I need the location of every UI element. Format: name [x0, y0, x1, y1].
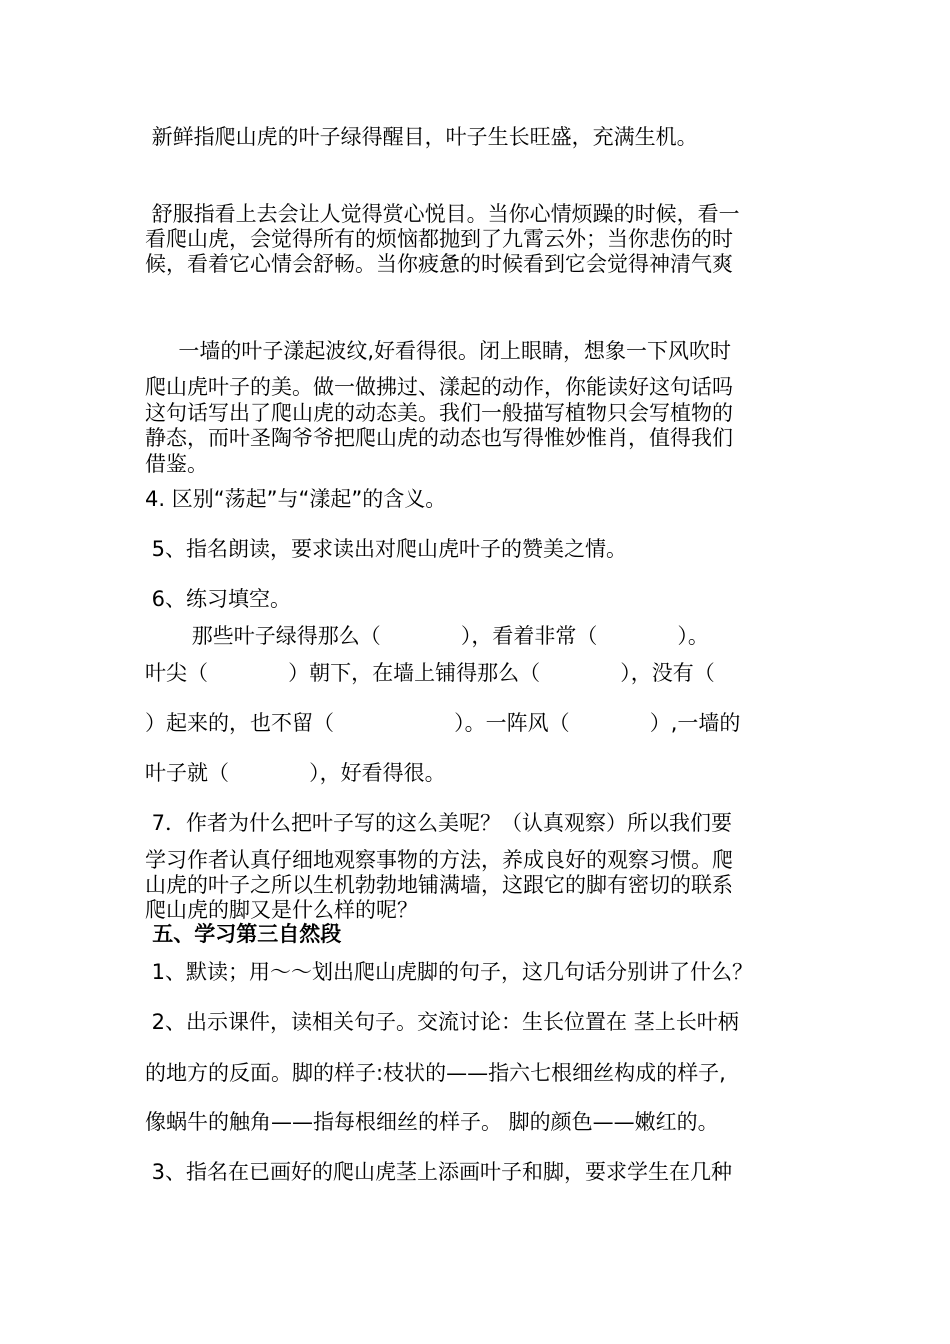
fill-blank-line: ）起来的，也不留（ ）。一阵风（ ）,一墙的	[145, 711, 741, 735]
paragraph-line: 候，看着它心情会舒畅。当你疲惫的时候看到它会觉得神清气爽	[145, 252, 733, 276]
paragraph-line: 的地方的反面。脚的样子:枝状的——指六七根细丝构成的样子,	[145, 1061, 726, 1085]
section-heading: 五、学习第三自然段	[145, 922, 342, 946]
paragraph-line: 借鉴。	[145, 452, 208, 476]
question-line: 2、出示课件，读相关句子。交流讨论：生长位置在 茎上长叶柄	[145, 1010, 739, 1034]
fill-blank-line: 叶尖（ ）朝下，在墙上铺得那么（ ），没有（	[145, 661, 715, 685]
paragraph-line: 爬山虎的脚又是什么样的呢？	[145, 898, 418, 922]
paragraph-line: 像蜗牛的触角——指每根细丝的样子。 脚的颜色——嫩红的。	[145, 1110, 719, 1134]
question-line: 1、默读；用～～划出爬山虎脚的句子，这几句话分别讲了什么？	[145, 960, 754, 984]
paragraph-line: 这句话写出了爬山虎的动态美。我们一般描写植物只会写植物的	[145, 401, 733, 425]
paragraph-line: 7．作者为什么把叶子写的这么美呢？（认真观察）所以我们要	[145, 811, 733, 835]
paragraph-line: 山虎的叶子之所以生机勃勃地铺满墙，这跟它的脚有密切的联系	[145, 873, 733, 897]
paragraph-line: 静态，而叶圣陶爷爷把爬山虎的动态也写得惟妙惟肖，值得我们	[145, 426, 733, 450]
paragraph-line: 一墙的叶子漾起波纹,好看得很。闭上眼睛，想象一下风吹时	[145, 339, 732, 363]
question-line: 5、指名朗读，要求读出对爬山虎叶子的赞美之情。	[145, 537, 628, 561]
paragraph-line: 学习作者认真仔细地观察事物的方法，养成良好的观察习惯。爬	[145, 848, 733, 872]
question-line: 6、练习填空。	[145, 587, 292, 611]
question-line: 4. 区别“荡起”与“漾起”的含义。	[145, 487, 447, 511]
paragraph-line: 看爬山虎，会觉得所有的烦恼都抛到了九霄云外；当你悲伤的时	[145, 227, 733, 251]
paragraph-line: 爬山虎叶子的美。做一做拂过、漾起的动作，你能读好这句话吗	[145, 375, 733, 399]
question-line: 3、指名在已画好的爬山虎茎上添画叶子和脚，要求学生在几种	[145, 1160, 733, 1184]
paragraph-line: 舒服指看上去会让人觉得赏心悦目。当你心情烦躁的时候，看一	[145, 202, 740, 226]
fill-blank-line: 叶子就（ ），好看得很。	[145, 761, 446, 785]
fill-blank-line: 那些叶子绿得那么（ ），看着非常（ ）。	[145, 624, 709, 648]
paragraph-line: 新鲜指爬山虎的叶子绿得醒目，叶子生长旺盛，充满生机。	[145, 125, 698, 149]
